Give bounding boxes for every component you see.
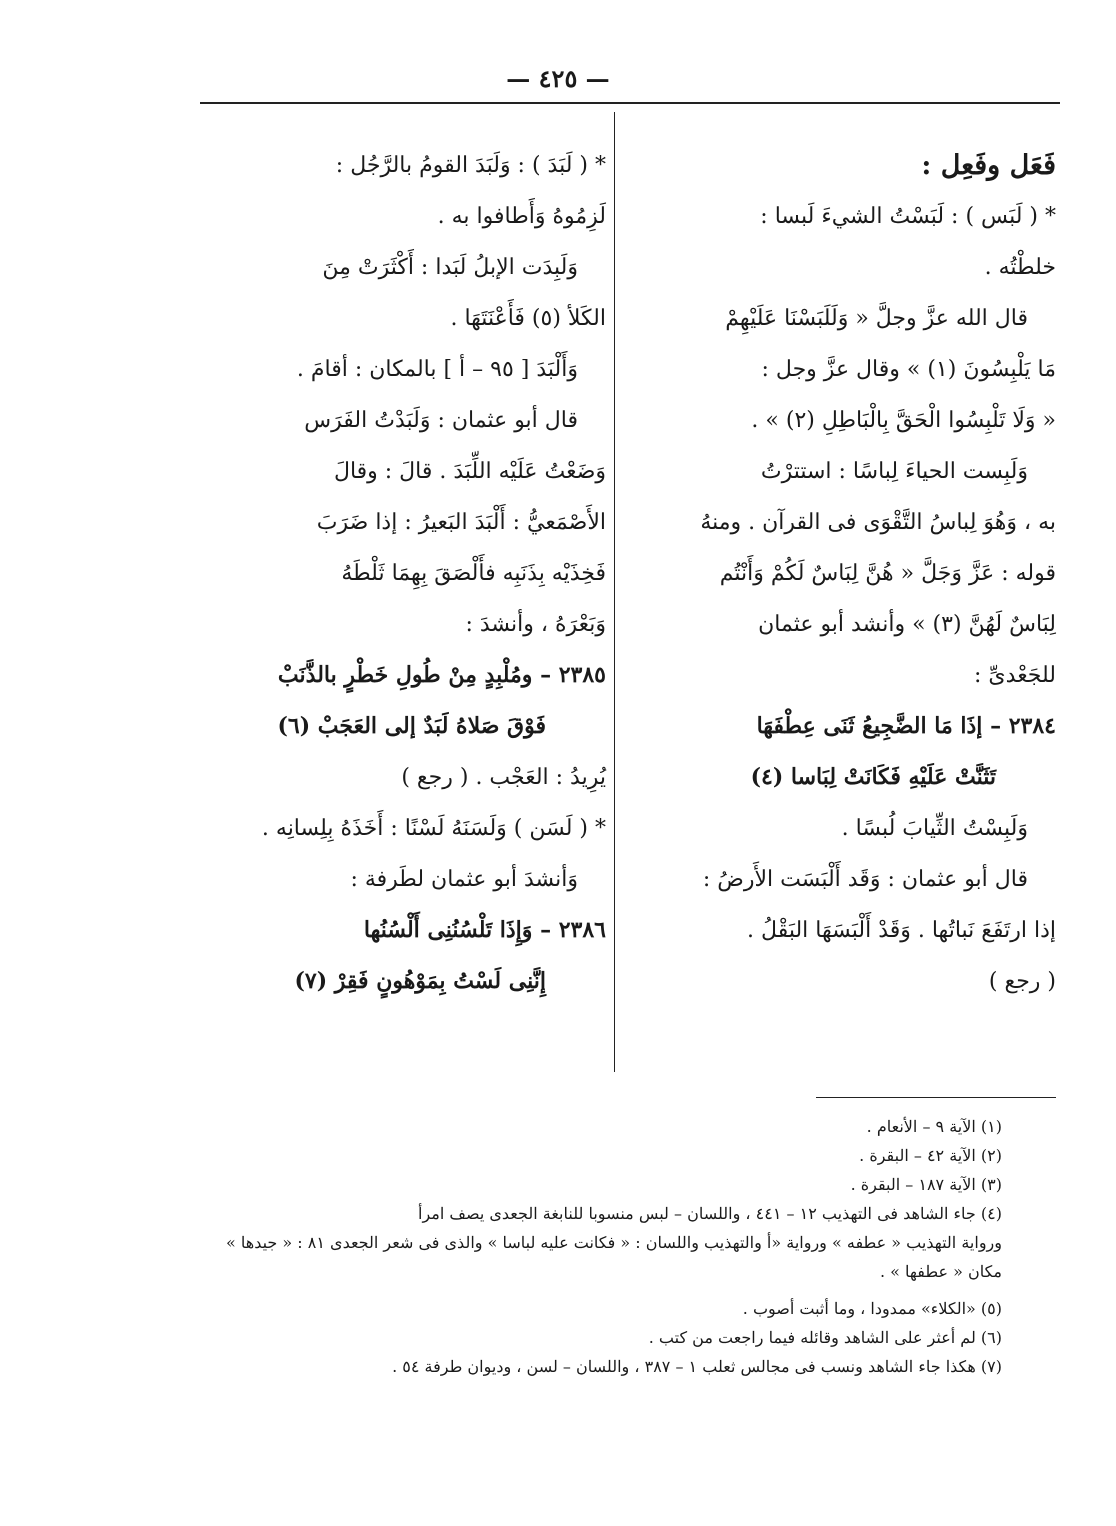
footnote: مكان « عطفها » . [879,1262,1002,1281]
text-line: وَأنشدَ أبو عثمان لطَرفة : [350,867,578,892]
text-line: * ( لَبَس ) : لَبَسْتُ الشيءَ لَبسا : [760,204,1056,229]
text-line: * ( لَبَدَ ) : وَلَبَدَ القومُ بالرَّجُل : [335,153,606,178]
text-line: وَلَبِسْتُ الثِّيابَ لُبسًا . [841,816,1028,841]
text-line: قال الله عزَّ وجلَّ « وَلَلَبَسْنَا عَلَيْهِمْ [725,306,1028,331]
text-line: فَخِذَيْه بِذَنَبِه فأَلْصَقَ بِهِمَا ثَلْطَهُ [341,561,606,586]
text-line: مَا يَلْبِسُونَ (١) » وقال عزَّ وجل : [761,357,1056,382]
section-heading: فَعَل وفَعِل : [921,150,1056,181]
footnote: (٢) الآية ٤٢ – البقرة . [859,1146,1002,1165]
verse-line: تَثَنَّتْ عَلَيْهِ فَكَانَتْ لِبَاسا (٤) [750,764,996,790]
right-column [636,140,1056,1007]
footnote: (٧) هكذا جاء الشاهد ونسب فى مجالس ثعلب ١ – ٣٨٧ ، واللسان – لسن ، وديوان طرفة ٥٤ . [392,1357,1002,1376]
text-line: وَأَلْبَدَ [ ٩٥ – أ ] بالمكان : أقامَ . [296,357,578,382]
footnote: (٥) «الكلاء» ممدودا ، وما أثبت أصوب . [742,1299,1002,1318]
footnote: (١) الآية ٩ – الأنعام . [866,1117,1002,1136]
text-line: وَلَبِست الحياءَ لِباسًا : استترْتُ [760,459,1028,484]
verse-line: ٢٣٨٦ – وَإِذَا تَلْسُنُنِى أَلْسُنُها [363,917,606,943]
page-number: — ٤٢٥ — [506,64,610,93]
footnote: ورواية التهذيب « عطفه » ورواية «أ والتهذيب واللسان : « فكانت عليه لباسا » والذى فى شعر الجعدى ٨١ : « جيدها » [226,1233,1002,1252]
text-line: يُرِيدُ : العَجْب . ( رجع ) [401,765,606,790]
footnote: (٦) لم أعثر على الشاهد وقائله فيما راجعت من كتب . [648,1328,1002,1347]
text-line: قال أبو عثمان : وَقَد أَلْبَسَت الأَرضُ : [702,867,1028,892]
text-line: خلطْتُه . [984,255,1056,280]
footnote-rule [816,1097,1056,1098]
text-line: إذا ارتَفَعَ نَباتُها . وَقَدْ أَلْبَسَهَا البَقْلُ . [747,918,1056,943]
footnote: (٣) الآية ١٨٧ – البقرة . [850,1175,1002,1194]
text-line: « وَلَا تَلْبِسُوا الْحَقَّ بِالْبَاطِلِ (٢) » . [751,408,1056,433]
text-line: وَلَبِدَت الإبلُ لَبَدا : أَكْثَرَتْ مِنَ [322,255,578,280]
column-divider [614,112,615,1072]
text-line: الأَصْمَعيُّ : أَلْبَدَ البَعيرُ : إذا ضَرَبَ [316,510,606,535]
left-column [212,140,606,1007]
text-line: قوله : عَزَّ وَجَلَّ « هُنَّ لِبَاسٌ لَكُمْ وَأَنْتُم [719,561,1056,586]
verse-line: ٢٣٨٥ – ومُلْبِدٍ مِنْ طُولِ خَطْرٍ بالذَّنَبْ [277,662,606,688]
verse-line: ٢٣٨٤ – إذَا مَا الضَّجِيعُ ثَنَى عِطْفَهَا [756,713,1056,739]
text-line: * ( لَسَن ) وَلَسَنَهُ لَسْنًا : أَخَذَهُ بِلِسانِه . [261,816,606,841]
footnote-gap [222,1286,1002,1294]
footnotes [222,1112,1002,1381]
verse-line: إِنَّنِى لَسْتُ بِمَوْهُونٍ فَقِرْ (٧) [294,968,546,994]
text-line: به ، وَهُوَ لِباسُ التَّقْوَى فى القرآن . ومنهُ [700,510,1056,535]
text-line: ( رجع ) [988,969,1056,994]
text-line: وَضَعْتُ عَلَيْه اللِّبَدَ . قالَ : وقالَ [333,459,606,484]
footnote: (٤) جاء الشاهد فى التهذيب ١٢ – ٤٤١ ، واللسان – لبس منسوبا للنابغة الجعدى يصف امرأ [418,1204,1002,1223]
text-line: لَزِمُوهُ وَأَطافوا به . [437,204,606,229]
verse-line: فَوْقَ صَلاهُ لَبَدٌ إلى العَجَبْ (٦) [277,713,546,739]
text-line: للجَعْدىِّ : [974,663,1056,688]
text-line: الكَلأ (٥) فَأَعْنَتَهَا . [450,306,606,331]
text-line: وَبَعْرَهُ ، وأنشدَ : [465,612,606,637]
text-line: لِبَاسٌ لَهُنَّ (٣) » وأنشد أبو عثمان [758,612,1056,637]
text-line: قال أبو عثمان : وَلَبَدْتُ الفَرَس [304,408,578,433]
header-rule [200,102,1060,104]
